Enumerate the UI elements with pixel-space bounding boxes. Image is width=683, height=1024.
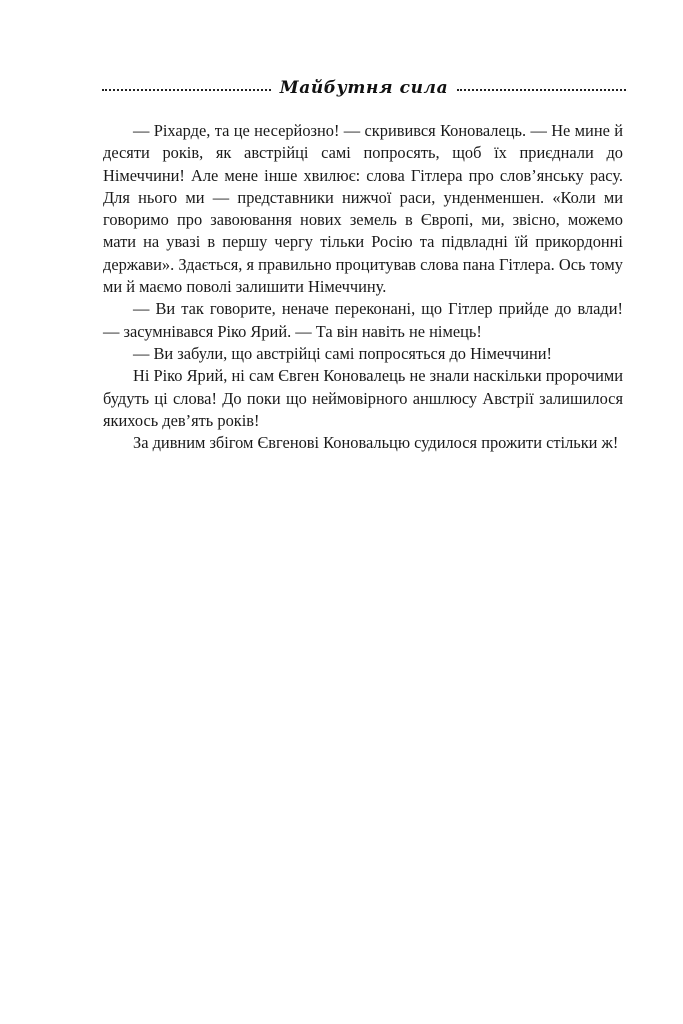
running-header-title: Майбутня сила bbox=[279, 78, 449, 98]
header-dotted-rule-right bbox=[457, 89, 626, 91]
paragraph: Ні Ріко Ярий, ні сам Євген Коновалець не знали наскільки пророчими будуть ці слова! До поки що неймовірного аншлюсу Австрії залишилося якихось дев’ять років! bbox=[103, 366, 623, 430]
body-text bbox=[103, 120, 623, 454]
paragraph: — Ріхарде, та це несерйозно! — скривився Коновалець. — Не мине й десяти років, як австрійці самі попросять, щоб їх приєднали до Німеччини! Але мене інше хвилює: слова Гітлера про слов’янську расу. Для нього ми — представники нижчої раси, унденменшен. «Коли ми говоримо про завоювання нових земель в Європі, ми, звісно, можемо мати на увазі в першу чергу тільки Росію та підвладні їй прикордонні держави». Здається, я правильно процитував слова пана Гітлера. Ось тому ми й маємо поволі залишити Німеччину. bbox=[103, 121, 623, 297]
running-header bbox=[102, 74, 626, 102]
paragraph: — Ви так говорите, неначе переконані, що Гітлер прийде до влади! — засумнівався Ріко Ярий. — Та він навіть не німець! bbox=[103, 299, 623, 341]
paragraph: — Ви забули, що австрійці самі попросяться до Німеччини! bbox=[133, 343, 552, 363]
header-dotted-rule-left bbox=[102, 89, 271, 91]
paragraph: За дивним збігом Євгенові Коновальцю судилося прожити стільки ж! bbox=[133, 433, 619, 453]
